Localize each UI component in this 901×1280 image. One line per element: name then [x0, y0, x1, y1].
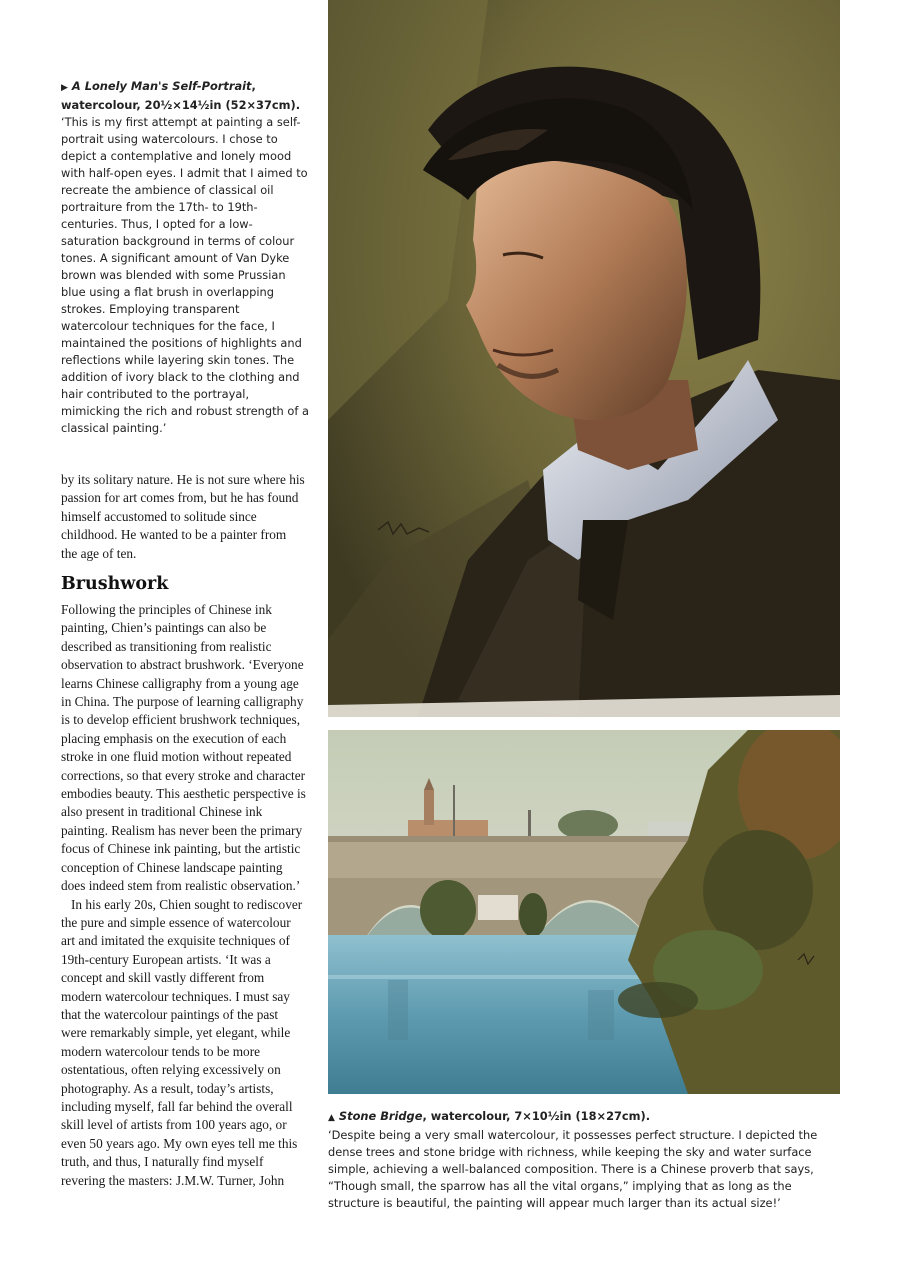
portrait-title: A Lonely Man's Self-Portrait — [71, 79, 252, 93]
bridge-caption-text: ‘Despite being a very small watercolour, it possesses perfect structure. I depicted the dense trees and stone bridge with richness, while keeping the sky and water surface simple, achieving a well-balanced composition. There is a Chinese proverb that says, “Though small, the sparrow has all the vital organs,” implying that as long as the structure is beautiful, the painting will appear much larger than its actual size!’ — [328, 1128, 818, 1210]
bridge-caption — [328, 1108, 840, 1212]
section-heading: Brushwork — [61, 574, 169, 594]
portrait-caption-title — [61, 78, 309, 114]
bridge-caption-title — [328, 1109, 650, 1123]
article-body — [61, 601, 307, 1190]
portrait-caption-text: ‘This is my first attempt at painting a self-portrait using watercolours. I chose to depict a contemplative and lonely mood with half-open eyes. I admit that I aimed to recreate the ambience of classical oil portraiture from the 17th- to 19th-centuries. Thus, I opted for a low-saturation background in terms of colour tones. A significant amount of Van Dyke brown was blended with some Prussian blue using a flat brush in overlapping strokes. Employing transparent watercolour techniques for the face, I maintained the positions of highlights and reflections while layering skin tones. The addition of ivory black to the clothing and hair contributed to the portrayal, mimicking the rich and robust strength of a classical painting.’ — [61, 115, 309, 435]
portrait-caption — [61, 78, 309, 437]
self-portrait-painting — [328, 0, 840, 717]
article-paragraph-top: by its solitary nature. He is not sure where his passion for art comes from, but he has found himself accustomed to solitude since childhood. He wanted to be a painter from the age of ten. — [61, 472, 305, 561]
up-triangle-icon: ▲ — [328, 1113, 335, 1123]
bridge-title: Stone Bridge — [338, 1109, 423, 1123]
portrait-details: , watercolour, 20½×14½in (52×37cm). — [61, 79, 301, 112]
article-paragraph: Following the principles of Chinese ink painting, Chien’s paintings can also be described as transitioning from realistic observation to abstract brushwork. ‘Everyone learns Chinese calligraphy from a young age in China. The purpose of learning calligraphy is to develop efficient brushwork techniques, placing emphasis on the execution of each stroke in one fluid motion without repeated corrections, so that every stroke and character embodies beauty. This aesthetic perspective is also present in traditional Chinese ink painting. Realism has never been the primary focus of Chinese ink painting, but the artistic conception of Chinese landscape painting does indeed stem from realistic observation.’ — [61, 602, 306, 894]
right-triangle-icon: ▶ — [61, 83, 68, 93]
article-paragraph: In his early 20s, Chien sought to rediscover the pure and simple essence of watercolour art and imitated the exquisite techniques of 19th-century European artists. ‘It was a concept and skill vastly different from modern watercolour techniques. I must say that the watercolour paintings of the past were remarkably simple, yet elegant, while modern watercolour tends to be more ostentatious, often relying excessively on photography. As a result, today’s artists, including myself, fall far behind the overall skill level of artists from 100 years ago, or even 50 years ago. My own eyes tell me this truth, and thus, I naturally find myself revering the masters: J.M.W. Turner, John — [61, 896, 303, 1188]
stone-bridge-painting — [328, 730, 840, 1094]
bridge-details: , watercolour, 7×10½in (18×27cm). — [422, 1109, 651, 1123]
